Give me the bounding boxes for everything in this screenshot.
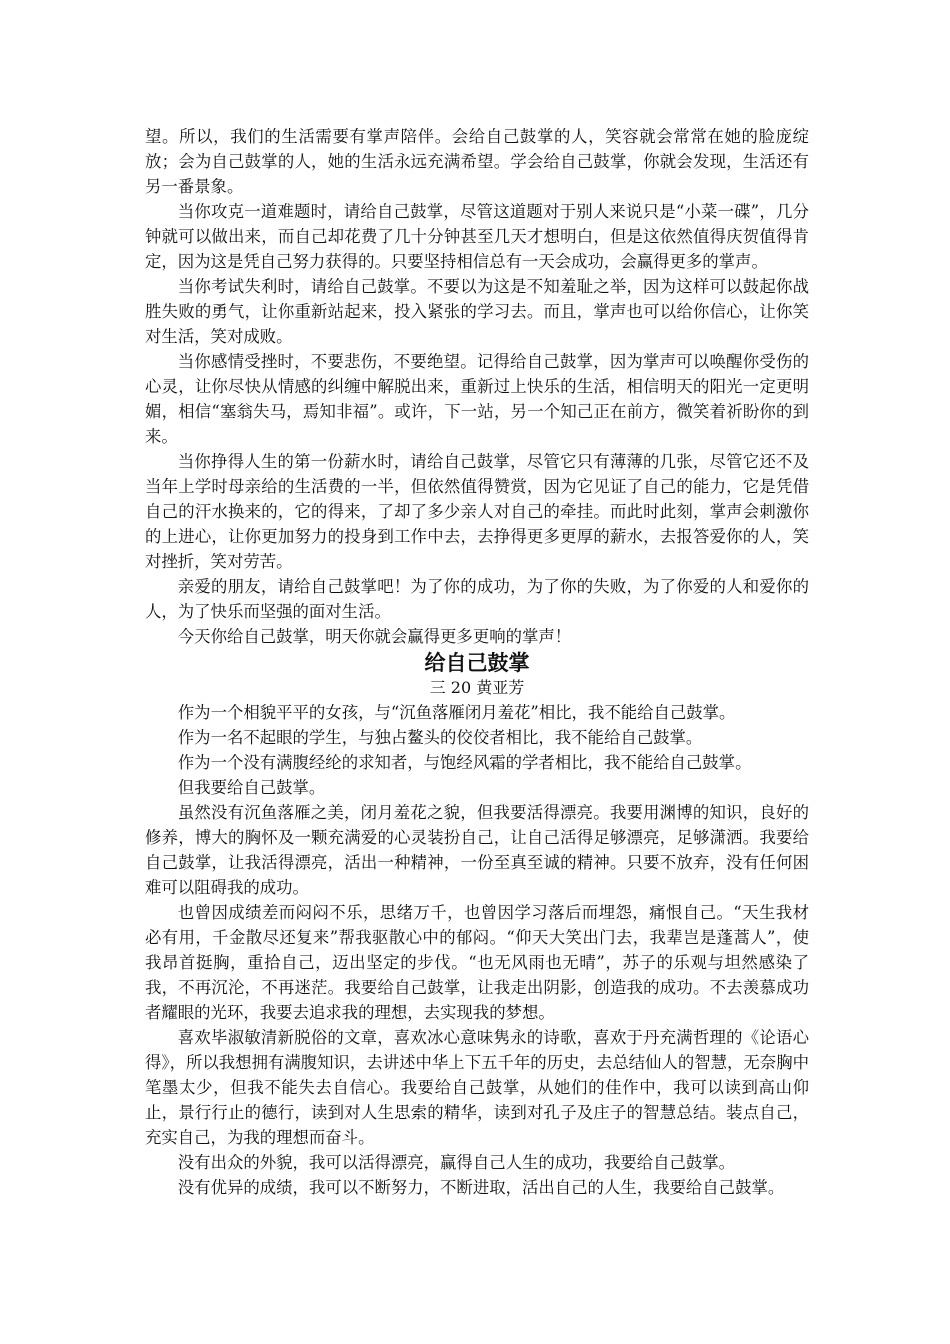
document-body — [145, 124, 809, 1200]
paragraph: 当你考试失利时，请给自己鼓掌。不要以为这是不知羞耻之举，因为这样可以鼓起你战胜失败的勇气，让你重新站起来，投入紧张的学习去。而且，掌声也可以给你信心，让你笑对生活，笑对成败。 — [145, 277, 809, 346]
paragraph: 今天你给自己鼓掌，明天你就会赢得更多更响的掌声！ — [177, 627, 572, 646]
paragraph: 作为一个相貌平平的女孩，与“沉鱼落雁闭月羞花”相比，我不能给自己鼓掌。 — [177, 703, 736, 722]
paragraph: 没有出众的外貌，我可以活得漂亮，赢得自己人生的成功，我要给自己鼓掌。 — [177, 1153, 736, 1172]
paragraph: 但我要给自己鼓掌。 — [177, 778, 326, 797]
paragraph: 没有优异的成绩，我可以不断努力，不断进取，活出自己的人生，我要给自己鼓掌。 — [177, 1178, 785, 1197]
paragraph: 作为一个没有满腹经纶的求知者，与饱经风霜的学者相比，我不能给自己鼓掌。 — [177, 753, 752, 772]
paragraph: 也曾因成绩差而闷闷不乐，思绪万千，也曾因学习落后而埋怨，痛恨自己。“天生我材必有用，千金散尽还复来”帮我驱散心中的郁闷。“仰天大笑出门去，我辈岂是蓬蒿人”，使我昂首挺胸，重拾自己，迈出坚定的步伐。“也无风雨也无晴”，苏子的乐观与坦然感染了我，不再沉沦，不再迷茫。我要给自己鼓掌，让我走出阴影，创造我的成功。不去羡慕成功者耀眼的光环，我要去追求我的理想，去实现我的梦想。 — [145, 903, 809, 1022]
paragraph: 作为一名不起眼的学生，与独占鳌头的佼佼者相比，我不能给自己鼓掌。 — [177, 728, 703, 747]
paragraph: 喜欢毕淑敏清新脱俗的文章，喜欢冰心意味隽永的诗歌，喜欢于丹充满哲理的《论语心得》，所以我想拥有满腹知识，去讲述中华上下五千年的历史，去总结仙人的智慧，无奈胸中笔墨太少，但我不能失去自信心。我要给自己鼓掌，从她们的佳作中，我可以读到高山仰止，景行行止的德行，读到对人生思索的精华，读到对孔子及庄子的智慧总结。装点自己，充实自己，为我的理想而奋斗。 — [145, 1028, 809, 1147]
paragraph: 虽然没有沉鱼落雁之美，闭月羞花之貌，但我要活得漂亮。我要用渊博的知识，良好的修养，博大的胸怀及一颗充满爱的心灵装扮自己，让自己活得足够漂亮，足够潇洒。我要给自己鼓掌，让我活得漂亮，活出一种精神，一份至真至诚的精神。只要不放弃，没有任何困难可以阻碍我的成功。 — [145, 803, 809, 897]
continued-paragraph: 望。所以，我们的生活需要有掌声陪伴。会给自己鼓掌的人，笑容就会常常在她的脸庞绽放；会为自己鼓掌的人，她的生活永远充满希望。学会给自己鼓掌，你就会发现，生活还有另一番景象。 — [145, 127, 809, 196]
essay-title: 给自己鼓掌 — [424, 651, 530, 675]
essay-author: 三 20 黄亚芳 — [429, 678, 525, 697]
paragraph: 当你攻克一道难题时，请给自己鼓掌，尽管这道题对于别人来说只是“小菜一碟”，几分钟就可以做出来，而自己却花费了几十分钟甚至几天才想明白，但是这依然值得庆贺值得肯定，因为这是凭自己努力获得的。只要坚持相信总有一天会成功，会赢得更多的掌声。 — [145, 202, 809, 271]
paragraph: 当你挣得人生的第一份薪水时，请给自己鼓掌，尽管它只有薄薄的几张，尽管它还不及当年上学时母亲给的生活费的一半，但依然值得赞赏，因为它见证了自己的能力，它是凭借自己的汗水换来的，它的得来，了却了多少亲人对自己的牵挂。而此时此刻，掌声会刺激你的上进心，让你更加努力的投身到工作中去，去挣得更多更厚的薪水，去报答爱你的人，笑对挫折，笑对劳苦。 — [145, 452, 809, 571]
paragraph: 当你感情受挫时，不要悲伤，不要绝望。记得给自己鼓掌，因为掌声可以唤醒你受伤的心灵，让你尽快从情感的纠缠中解脱出来，重新过上快乐的生活，相信明天的阳光一定更明媚，相信“塞翁失马，焉知非福”。或许，下一站，另一个知己正在前方，微笑着祈盼你的到来。 — [145, 352, 809, 446]
paragraph: 亲爱的朋友，请给自己鼓掌吧！为了你的成功，为了你的失败，为了你爱的人和爱你的人，为了快乐而坚强的面对生活。 — [145, 577, 809, 621]
